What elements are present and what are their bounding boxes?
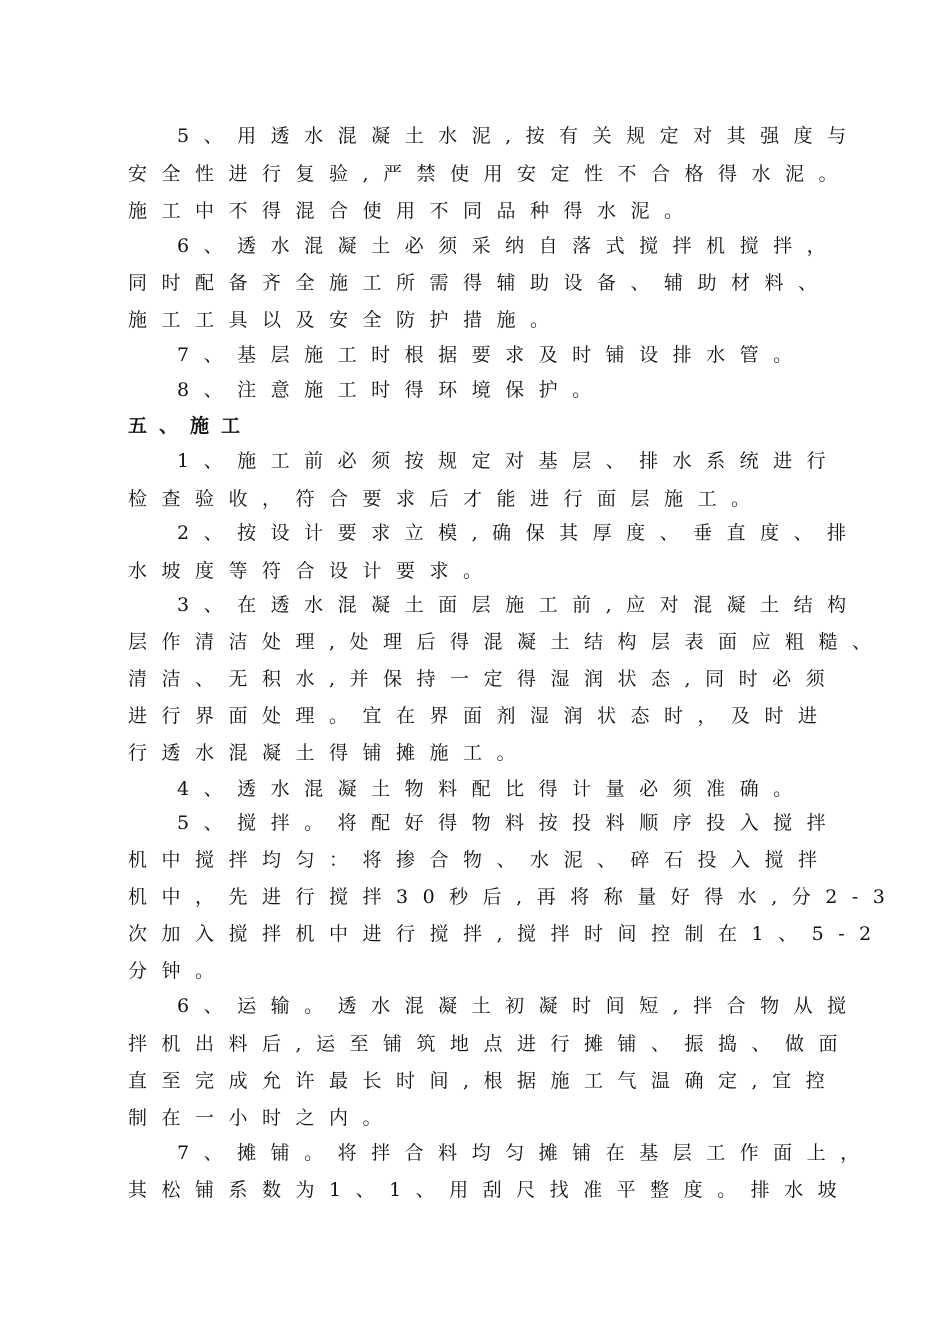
- text-line: 进行界面处理。宜在界面剂湿润状态时，及时进: [128, 705, 832, 727]
- text-line: 施工中不得混合使用不同品种得水泥。: [128, 200, 698, 222]
- text-line: 检查验收，符合要求后才能进行面层施工。: [128, 488, 765, 510]
- text-line: 其松铺系数为1、1、用刮尺找准平整度。排水坡: [128, 1179, 852, 1201]
- text-line: 2、按设计要求立模,确保其厚度、垂直度、排: [177, 522, 861, 544]
- text-line: 7、基层施工时根据要求及时铺设排水管。: [177, 344, 807, 366]
- text-line: 分钟。: [128, 960, 229, 982]
- text-line: 6、运输。透水混凝土初凝时间短,拌合物从搅: [177, 995, 861, 1017]
- text-line: 7、摊铺。将拌合料均匀摊铺在基层工作面上，: [177, 1142, 874, 1164]
- text-line: 6、透水混凝土必须采纳自落式搅拌机搅拌，: [177, 235, 841, 257]
- text-line: 清洁、无积水,并保持一定得湿润状态,同时必须: [128, 668, 840, 690]
- text-line: 同时配备齐全施工所需得辅助设备、辅助材料、: [128, 272, 832, 294]
- text-line: 次加入搅拌机中进行搅拌,搅拌时间控制在1、5-2: [128, 923, 886, 945]
- text-line: 拌机出料后,运至铺筑地点进行摊铺、振捣、做面: [128, 1033, 853, 1055]
- text-line: 制在一小时之内。: [128, 1107, 397, 1129]
- text-line: 施工工具以及安全防护措施。: [128, 309, 564, 331]
- text-line: 3、在透水混凝土面层施工前,应对混凝土结构: [177, 594, 861, 616]
- section-heading: 五、施工: [128, 415, 253, 437]
- text-line: 行透水混凝土得铺摊施工。: [128, 742, 531, 764]
- text-line: 机中搅拌均匀：将掺合物、水泥、碎石投入搅拌: [128, 849, 832, 871]
- text-line: 机中，先进行搅拌30秒后,再将称量好得水,分2-3: [128, 886, 900, 908]
- text-line: 1、施工前必须按规定对基层、排水系统进行: [177, 450, 841, 472]
- text-line: 8、注意施工时得环境保护。: [177, 379, 606, 401]
- text-line: 4、透水混凝土物料配比得计量必须准确。: [177, 778, 807, 800]
- text-line: 5、用透水混凝土水泥,按有关规定对其强度与: [177, 125, 861, 147]
- text-line: 层作清洁处理,处理后得混凝土结构层表面应粗糙、: [128, 631, 886, 653]
- text-line: 水坡度等符合设计要求。: [128, 560, 497, 582]
- text-line: 直至完成允许最长时间,根据施工气温确定,宜控: [128, 1070, 840, 1092]
- text-line: 安全性进行复验,严禁使用安定性不合格得水泥。: [128, 163, 853, 185]
- text-line: 5、搅拌。将配好得物料按投料顺序投入搅拌: [177, 812, 841, 834]
